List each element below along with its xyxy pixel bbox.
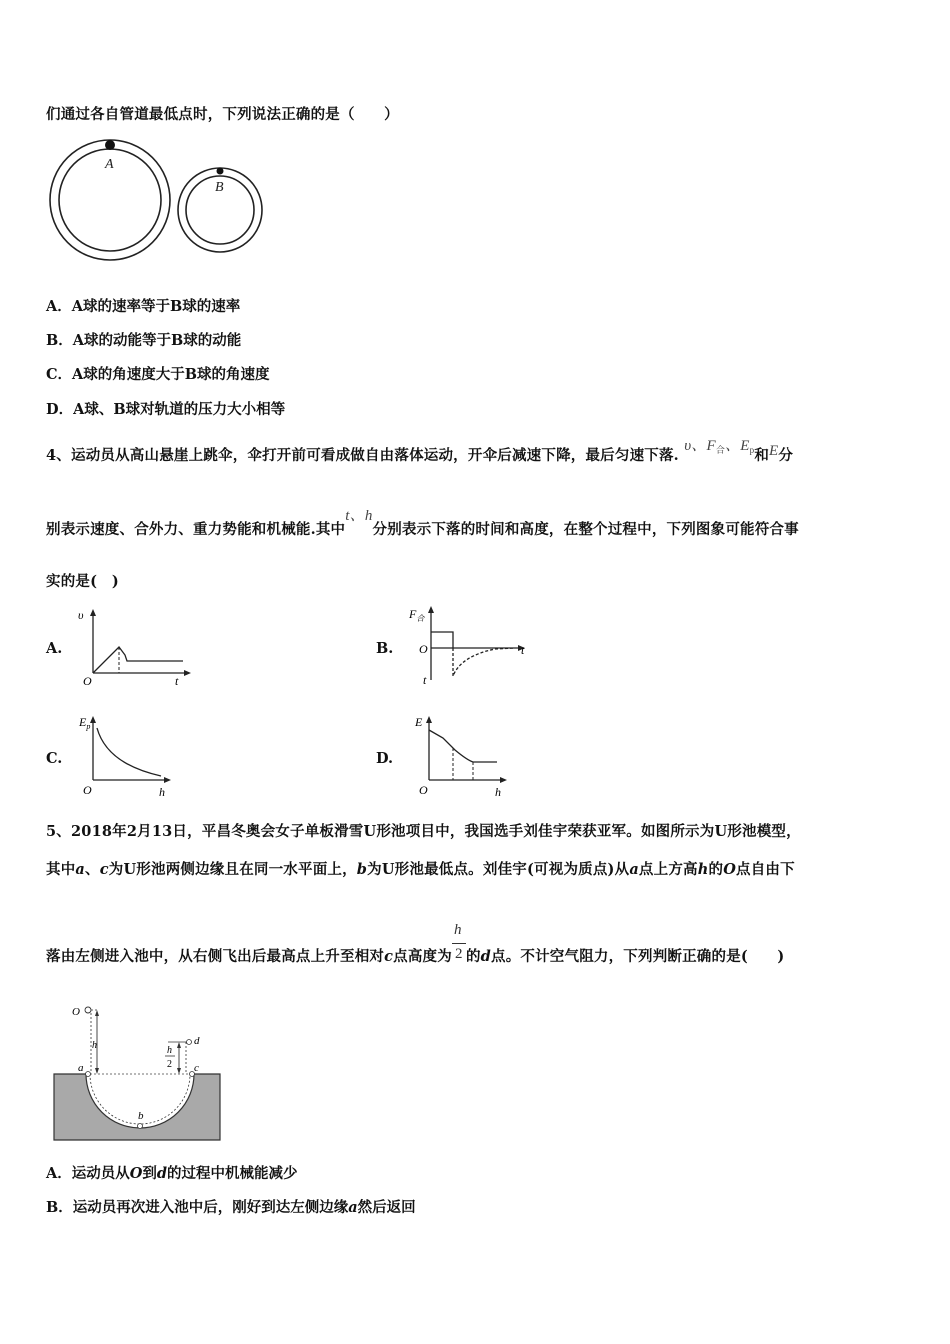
q4-line2-pre: 别表示速度、合外力、重力势能和机械能.其中	[46, 521, 346, 538]
q3-option-c: C．A球的角速度大于B球的角速度	[46, 366, 270, 383]
svg-text:O: O	[419, 783, 428, 797]
svg-text:a: a	[78, 1062, 84, 1074]
svg-text:t: t	[175, 674, 179, 688]
q5-line1: 5、2018年2月13日，平昌冬奥会女子单板滑雪U形池项目中，我国选手刘佳宇荣获亚军。如图所示为U形池模型，	[46, 823, 801, 840]
q5-option-b: B．运动员再次进入池中后，刚好到达左侧边缘a然后返回	[46, 1199, 416, 1216]
label-a: A	[105, 157, 114, 172]
graph-d	[405, 712, 520, 800]
svg-text:O: O	[72, 1006, 80, 1018]
svg-text:d: d	[194, 1035, 200, 1047]
q4-line1-and: 和	[754, 447, 770, 464]
svg-text:h: h	[92, 1040, 97, 1051]
q3-circles-figure	[42, 138, 267, 263]
graph-c	[75, 712, 185, 800]
graph-c-label: C.	[46, 750, 63, 767]
graph-b-label: B.	[376, 640, 394, 657]
svg-text:2: 2	[167, 1059, 172, 1070]
svg-text:Ep: $E_p$	[79, 715, 91, 731]
q5-u-pool-figure	[50, 998, 230, 1148]
q4-line2	[46, 508, 799, 539]
q3-option-b: B．A球的动能等于B球的动能	[46, 332, 242, 349]
svg-text:t: t	[521, 643, 525, 657]
svg-text:υ: υ	[78, 608, 84, 622]
graph-a-label: A.	[46, 640, 63, 657]
graph-a-curve	[93, 647, 183, 673]
svg-text:O: O	[83, 674, 92, 688]
q4-line3: 实的是( )	[46, 573, 119, 590]
svg-text:F合: $F_合$	[409, 607, 425, 623]
svg-text:b: b	[138, 1110, 144, 1122]
graph-b	[405, 600, 535, 690]
q3-option-a: A．A球的速率等于B球的速率	[46, 298, 241, 315]
q4-line1-text: 4、运动员从高山悬崖上跳伞，伞打开前可看成做自由落体运动，开伞后减速下降，最后匀速下落.	[46, 447, 679, 464]
ball-a	[105, 140, 115, 150]
q4-line1	[46, 438, 794, 466]
graph-a	[75, 605, 195, 690]
svg-text:t: t	[423, 673, 427, 687]
graph-b-curve	[453, 648, 515, 676]
svg-text:h: h	[167, 1045, 172, 1056]
q5-fraction: $\frac{h}{2}$	[452, 950, 466, 964]
graph-b-step	[431, 632, 453, 648]
graph-d-curve	[429, 730, 497, 762]
ball-b	[217, 168, 224, 175]
pool-ground	[54, 1074, 220, 1140]
svg-text:c: c	[194, 1062, 199, 1074]
q3-stem: 们通过各自管道最低点时，下列说法正确的是（ ）	[46, 106, 399, 123]
graph-c-curve	[97, 728, 161, 776]
label-b: B	[215, 180, 224, 195]
svg-text:O: O	[83, 783, 92, 797]
svg-text:E: E	[415, 715, 423, 729]
q5-line2: 其中a、c为U形池两侧边缘且在同一水平面上，b为U形池最低点。刘佳宇(可视为质点)从a点上方高h的O点自由下	[46, 861, 795, 878]
q3-option-d: D．A球、B球对轨道的压力大小相等	[46, 401, 286, 418]
q5-line3: 落由左侧进入池中，从右侧飞出后最高点上升至相对c点高度为 $\frac{h}{2}$ 的d点。不计空气阻力，下列判断正确的是( )	[46, 922, 785, 965]
q4-line1-e: E	[769, 443, 779, 459]
svg-text:O: O	[419, 642, 428, 656]
svg-text:h: h	[495, 785, 501, 799]
q4-line1-vars: υ、$F_合$、$E_p$	[684, 438, 755, 455]
q5-option-a: A．运动员从O到d的过程中机械能减少	[46, 1165, 298, 1182]
q4-line1-end: 分	[778, 447, 794, 464]
graph-d-label: D.	[376, 750, 394, 767]
svg-text:h: h	[159, 785, 165, 799]
q4-line2-vars: t、h	[345, 508, 373, 524]
q4-line2-post: 分别表示下落的时间和高度，在整个过程中，下列图象可能符合事	[372, 521, 799, 538]
